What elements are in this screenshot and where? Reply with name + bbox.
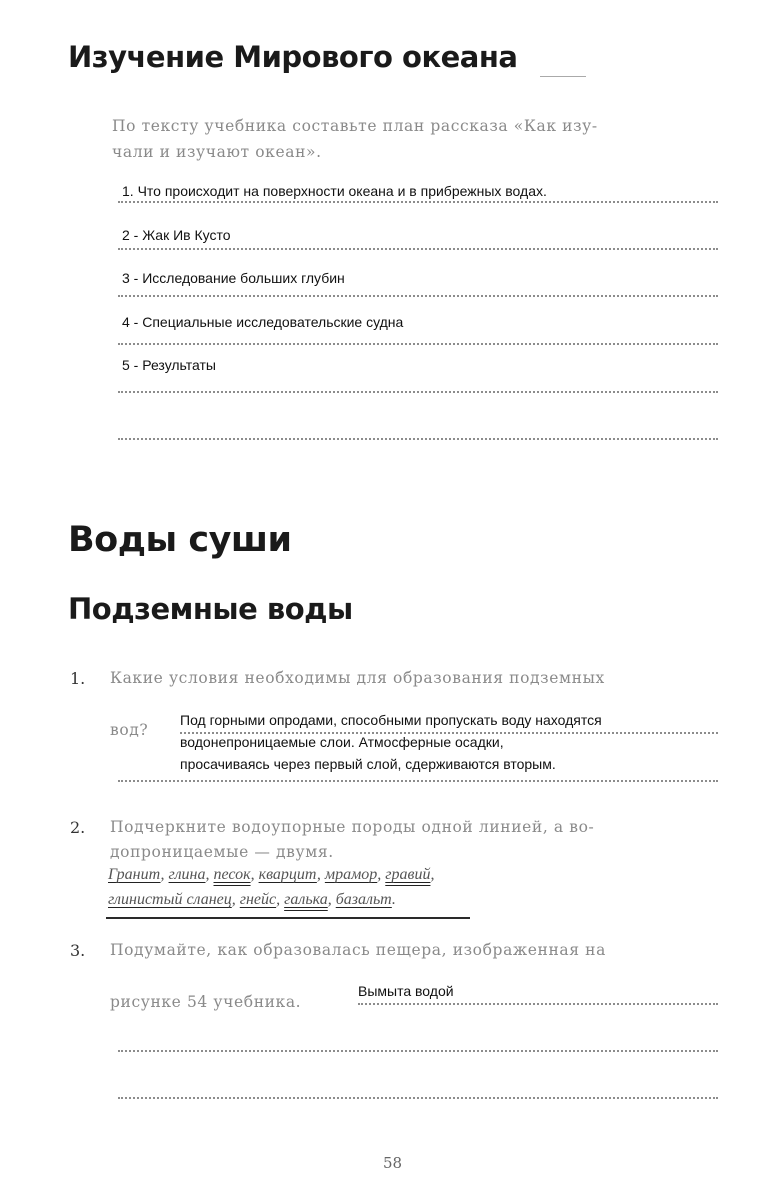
plan-item-3: 3 - Исследование больших глубин bbox=[122, 270, 345, 286]
question-3-number: 3. bbox=[70, 941, 86, 960]
rock-gravel: гравий bbox=[385, 866, 431, 883]
groundwater-subtitle: Подземные воды bbox=[68, 592, 353, 626]
question-1-number: 1. bbox=[70, 669, 86, 688]
plan-item-1: 1. Что происходит на поверхности океана и в прибрежных водах. bbox=[122, 183, 547, 199]
plan-item-2: 2 - Жак Ив Кусто bbox=[122, 227, 231, 243]
ocean-instruction-line1: По тексту учебника составьте план рассказа «Как изу- bbox=[112, 117, 598, 135]
rock-basalt: базальт bbox=[335, 891, 392, 908]
plan-item-5: 5 - Результаты bbox=[122, 357, 216, 373]
question-2-text-line1: Подчеркните водоупорные породы одной линией, а во- bbox=[110, 818, 595, 836]
answer-line bbox=[358, 1003, 718, 1005]
question-3-text-line1: Подумайте, как образовалась пещера, изображенная на bbox=[110, 941, 606, 959]
rock-marble: мрамор bbox=[324, 866, 378, 883]
question-1-answer-line1: Под горными опродами, способными пропускать воду находятся bbox=[180, 712, 602, 728]
rock-list-separator bbox=[106, 917, 470, 919]
answer-line bbox=[118, 295, 718, 297]
answer-line bbox=[118, 1050, 718, 1052]
question-1-answer-line3: просачиваясь через первый слой, сдерживаются вторым. bbox=[180, 756, 556, 772]
question-2-number: 2. bbox=[70, 818, 86, 837]
rock-shale: глинистый сланец bbox=[108, 891, 232, 908]
question-1-answer-line2: водонепроницаемые слои. Атмосферные осадки, bbox=[180, 734, 504, 750]
question-2-text-line2: допроницаемые — двумя. bbox=[110, 843, 334, 861]
answer-line bbox=[118, 780, 718, 782]
page-number: 58 bbox=[383, 1154, 403, 1172]
plan-item-4: 4 - Специальные исследовательские судна bbox=[122, 314, 404, 330]
answer-line bbox=[118, 391, 718, 393]
rock-list-line1: Гранит, глина, песок, кварцит, мрамор, гравий, bbox=[108, 866, 435, 883]
answer-line bbox=[118, 438, 718, 440]
question-1-text-line2: вод? bbox=[110, 721, 149, 739]
rock-gneiss: гнейс bbox=[239, 891, 277, 908]
ocean-section-title: Изучение Мирового океана bbox=[68, 40, 518, 74]
answer-line bbox=[118, 1097, 718, 1099]
answer-line bbox=[118, 343, 718, 345]
ocean-instruction-line2: чали и изучают океан». bbox=[112, 143, 322, 161]
rock-quartzite: кварцит bbox=[258, 866, 317, 883]
question-3-text-line2: рисунке 54 учебника. bbox=[110, 993, 302, 1011]
question-3-answer: Вымыта водой bbox=[358, 983, 454, 999]
question-1-text-line1: Какие условия необходимы для образования подземных bbox=[110, 669, 605, 687]
rock-granite: Гранит bbox=[108, 866, 161, 883]
waters-section-title: Воды суши bbox=[68, 520, 292, 560]
rock-clay: глина bbox=[168, 866, 206, 883]
answer-line bbox=[118, 201, 718, 203]
title-underline-decoration bbox=[540, 76, 586, 77]
rock-sand: песок bbox=[213, 866, 251, 883]
answer-line bbox=[118, 248, 718, 250]
rock-pebble: галька bbox=[284, 891, 328, 908]
rock-list-line2: глинистый сланец, гнейс, галька, базальт. bbox=[108, 891, 396, 908]
